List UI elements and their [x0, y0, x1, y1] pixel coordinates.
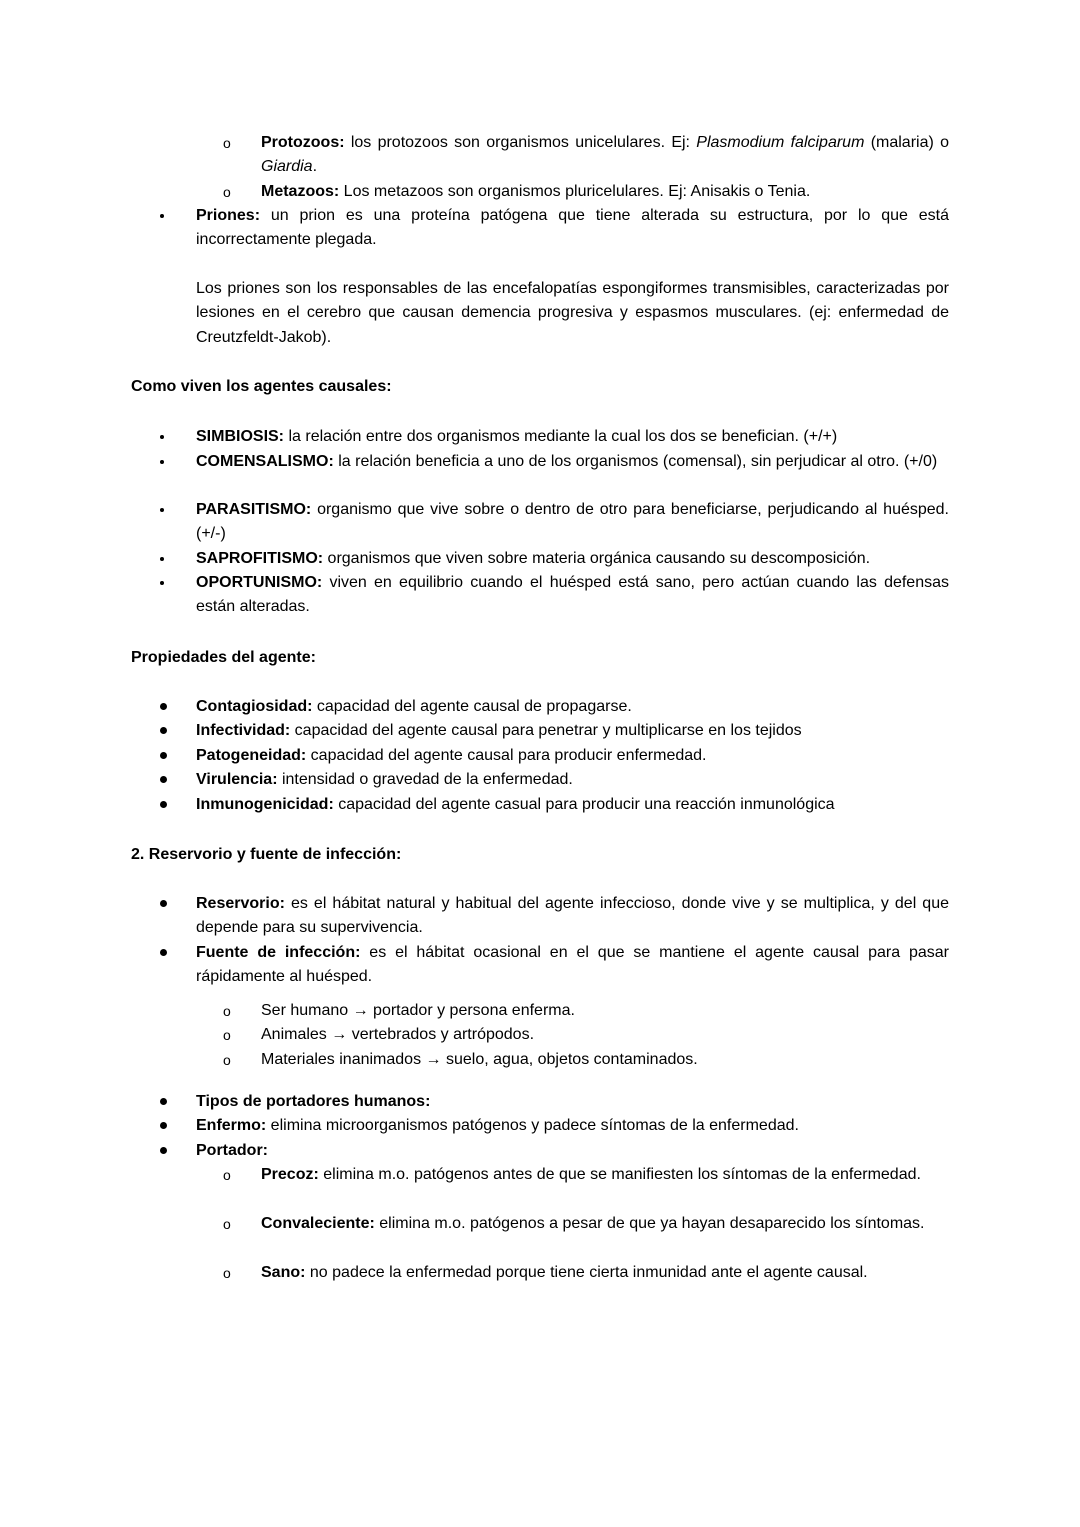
list-item: SAPROFITISMO: organismos que viven sobre materia orgánica causando su descomposición.: [196, 547, 949, 571]
circle-bullet-icon: o: [223, 1052, 231, 1068]
list-item: Portador:: [196, 1139, 949, 1163]
list-item: Reservorio: es el hábitat natural y habitual del agente infeccioso, donde vive y se multiplica, y del que depende para su supervivencia.: [196, 892, 949, 941]
bullet-icon: [160, 744, 180, 768]
bullet-icon: [160, 793, 180, 817]
circle-bullet-icon: o: [223, 1003, 231, 1019]
bullet-icon: [160, 695, 180, 719]
bullet-icon: [160, 571, 180, 595]
source-list-item: o Materiales inanimados → suelo, agua, objetos contaminados.: [261, 1048, 949, 1072]
bullet-icon: [160, 425, 180, 449]
section-heading: 2. Reservorio y fuente de infección:: [131, 846, 402, 863]
bullet-icon: [160, 498, 180, 522]
bullet-icon: [160, 1139, 180, 1163]
list-item: Enfermo: elimina microorganismos patógenos y padece síntomas de la enfermedad.: [196, 1114, 949, 1138]
list-item: o Precoz: elimina m.o. patógenos antes de que se manifiesten los síntomas de la enfermedad.: [261, 1163, 949, 1187]
bullet-icon: [160, 1090, 180, 1114]
circle-bullet-icon: o: [223, 1265, 231, 1281]
list-item: SIMBIOSIS: la relación entre dos organismos mediante la cual los dos se benefician. (+/+): [196, 425, 949, 449]
bullet-icon: [160, 1114, 180, 1138]
bullet-icon: [160, 450, 180, 474]
list-item: Infectividad: capacidad del agente causal para penetrar y multiplicarse en los tejidos: [196, 719, 949, 743]
bullet-icon: [160, 768, 180, 792]
circle-bullet-icon: o: [223, 1027, 231, 1043]
list-item: o Convaleciente: elimina m.o. patógenos a pesar de que ya hayan desaparecido los síntomas.: [261, 1212, 949, 1236]
list-item-protozoos: o Protozoos: los protozoos son organismos unicelulares. Ej: Plasmodium falciparum (malaria) o Giardia.: [261, 131, 949, 180]
bullet-icon: [160, 941, 180, 965]
list-item: Fuente de infección: es el hábitat ocasional en el que se mantiene el agente causal para pasar rápidamente al huésped.: [196, 941, 949, 990]
arrow-icon: →: [425, 1051, 442, 1068]
circle-bullet-icon: o: [223, 184, 231, 200]
section-heading: Propiedades del agente:: [131, 649, 316, 666]
list-item: Virulencia: intensidad o gravedad de la enfermedad.: [196, 768, 949, 792]
circle-bullet-icon: o: [223, 1167, 231, 1183]
priones-paragraph: Los priones son los responsables de las encefalopatías espongiformes transmisibles, caracterizadas por lesiones en el cerebro que causan demencia progresiva y espasmos musculares. (ej: enfermedad de Creutzfeldt-Jakob).: [196, 280, 949, 346]
bullet-icon: [160, 719, 180, 743]
list-item: Patogeneidad: capacidad del agente causal para producir enfermedad.: [196, 744, 949, 768]
arrow-icon: →: [331, 1026, 348, 1043]
arrow-icon: →: [352, 1002, 369, 1019]
list-item: o Sano: no padece la enfermedad porque tiene cierta inmunidad ante el agente causal.: [261, 1261, 949, 1285]
bullet-icon: [160, 892, 180, 916]
source-list-item: o Ser humano → portador y persona enferma.: [261, 999, 949, 1023]
list-item: Tipos de portadores humanos:: [196, 1090, 949, 1114]
bullet-icon: [160, 204, 180, 228]
bullet-icon: [160, 547, 180, 571]
list-item: Inmunogenicidad: capacidad del agente casual para producir una reacción inmunológica: [196, 793, 949, 817]
list-item-metazoos: o Metazoos: Los metazoos son organismos pluricelulares. Ej: Anisakis o Tenia.: [261, 180, 949, 204]
section-heading: Como viven los agentes causales:: [131, 378, 392, 395]
list-item: Contagiosidad: capacidad del agente causal de propagarse.: [196, 695, 949, 719]
list-item: PARASITISMO: organismo que vive sobre o dentro de otro para beneficiarse, perjudicando al huésped. (+/-): [196, 498, 949, 547]
circle-bullet-icon: o: [223, 135, 231, 151]
source-list-item: o Animales → vertebrados y artrópodos.: [261, 1023, 949, 1047]
circle-bullet-icon: o: [223, 1216, 231, 1232]
list-item: OPORTUNISMO: viven en equilibrio cuando el huésped está sano, pero actúan cuando las defensas están alteradas.: [196, 571, 949, 620]
list-item: COMENSALISMO: la relación beneficia a uno de los organismos (comensal), sin perjudicar al otro. (+/0): [196, 450, 949, 474]
list-item-priones: Priones: un prion es una proteína patógena que tiene alterada su estructura, por lo que está incorrectamente plegada.: [196, 204, 949, 253]
